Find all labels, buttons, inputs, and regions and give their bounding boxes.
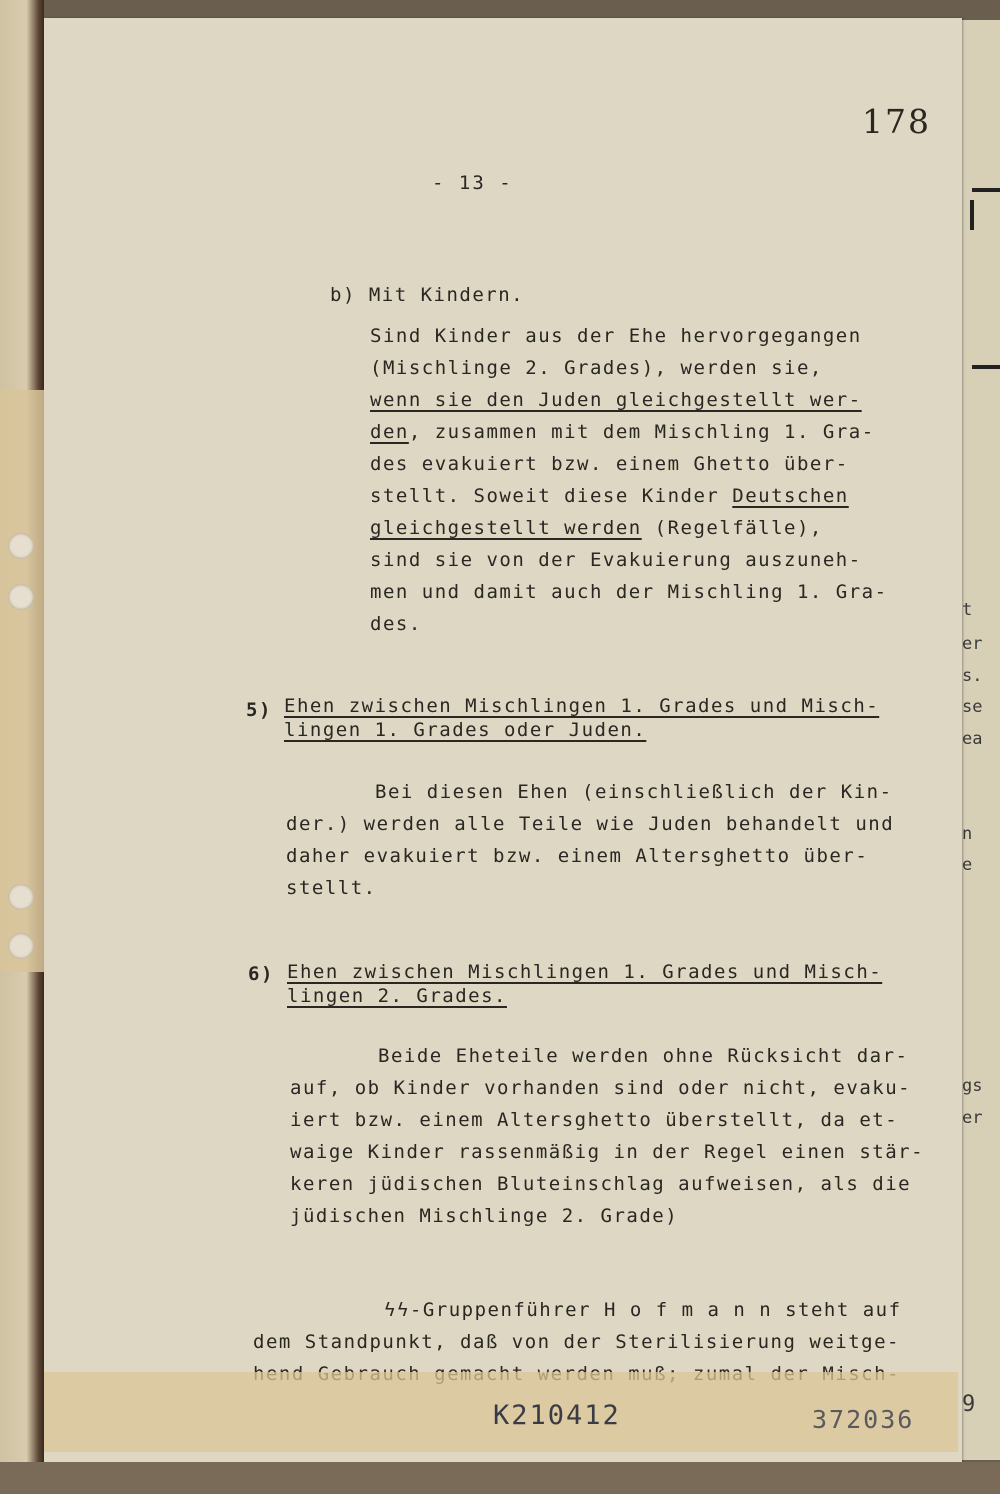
plain-text: , zusammen mit dem Mischling 1. Gra- — [408, 421, 875, 443]
closing-line: dem Standpunkt, daß von der Sterilisierung weitge- — [253, 1331, 900, 1353]
section-5-line: stellt. — [286, 877, 377, 899]
plain-text: stellt. Soweit diese Kinder — [370, 485, 733, 507]
section-6-line: iert bzw. einem Altersghetto überstellt, da et- — [290, 1109, 899, 1131]
section-6-number: 6) — [248, 963, 274, 985]
archive-number-stamp: 372036 — [812, 1405, 915, 1434]
underlying-fragment: er — [962, 1108, 983, 1128]
section-5-line: der.) werden alle Teile wie Juden behandelt und — [286, 813, 895, 835]
section-b-heading: b) Mit Kindern. — [330, 284, 525, 306]
folio-number: 178 — [862, 102, 931, 141]
section-6-line: jüdischen Mischlinge 2. Grade) — [290, 1205, 679, 1227]
section-b-line — [370, 512, 823, 544]
underlying-fragment: e — [962, 855, 973, 875]
underlying-fragment: n — [962, 824, 973, 844]
punch-hole — [8, 884, 34, 910]
section-6-line: Beide Eheteile werden ohne Rücksicht dar- — [378, 1045, 909, 1067]
underlined-text: Deutschen — [732, 485, 849, 507]
document-code-stamp: K210412 — [493, 1400, 621, 1431]
section-b-line: sind sie von der Evakuierung auszuneh- — [370, 549, 862, 571]
section-b-line — [370, 480, 849, 512]
closing-line: ϟϟ-Gruppenführer H o f m a n n steht auf — [384, 1299, 902, 1321]
section-b-line: men und damit auch der Mischling 1. Gra- — [370, 581, 888, 603]
underlying-fragment: 9 — [962, 1392, 976, 1417]
section-5-line: Bei diesen Ehen (einschließlich der Kin- — [375, 781, 893, 803]
section-5-heading: lingen 1. Grades oder Juden. — [284, 719, 647, 741]
punch-hole — [8, 933, 34, 959]
underlying-fragment: t — [962, 600, 973, 620]
section-b-line: wenn sie den Juden gleichgestellt wer- — [370, 389, 862, 411]
underlined-text: gleichgestellt werden — [370, 517, 642, 539]
section-5-number: 5) — [246, 699, 272, 721]
section-5-heading: Ehen zwischen Mischlingen 1. Grades und Misch- — [284, 695, 880, 717]
section-6-line: keren jüdischen Bluteinschlag aufweisen, als die — [290, 1173, 912, 1195]
section-b-line: (Mischlinge 2. Grades), werden sie, — [370, 357, 823, 379]
section-6-line: auf, ob Kinder vorhanden sind oder nicht, evaku- — [290, 1077, 912, 1099]
section-b-line — [370, 416, 875, 448]
punch-hole — [8, 533, 34, 559]
section-5-line: daher evakuiert bzw. einem Altersghetto über- — [286, 845, 869, 867]
underlying-fragment: ea — [962, 729, 983, 749]
underlying-fragment: gs — [962, 1076, 983, 1096]
underlying-rule — [970, 200, 974, 230]
section-6-line: waige Kinder rassenmäßig in der Regel einen stär- — [290, 1141, 925, 1163]
section-6-heading: lingen 2. Grades. — [287, 985, 507, 1007]
underlying-rule — [972, 188, 1000, 192]
plain-text: (Regelfälle), — [641, 517, 823, 539]
section-b-line: des. — [370, 613, 422, 635]
desk-background — [0, 1462, 1000, 1494]
underlying-fragment: s. — [962, 666, 983, 686]
underlined-text: den — [370, 421, 409, 443]
underlying-rule — [972, 365, 1000, 369]
section-6-heading: Ehen zwischen Mischlingen 1. Grades und Misch- — [287, 961, 883, 983]
underlying-fragment: se — [962, 697, 983, 717]
section-b-line: Sind Kinder aus der Ehe hervorgegangen — [370, 325, 862, 347]
punch-hole — [8, 584, 34, 610]
underlying-fragment: er — [962, 634, 983, 654]
section-b-line: des evakuiert bzw. einem Ghetto über- — [370, 453, 849, 475]
page-number: - 13 - — [432, 172, 513, 194]
